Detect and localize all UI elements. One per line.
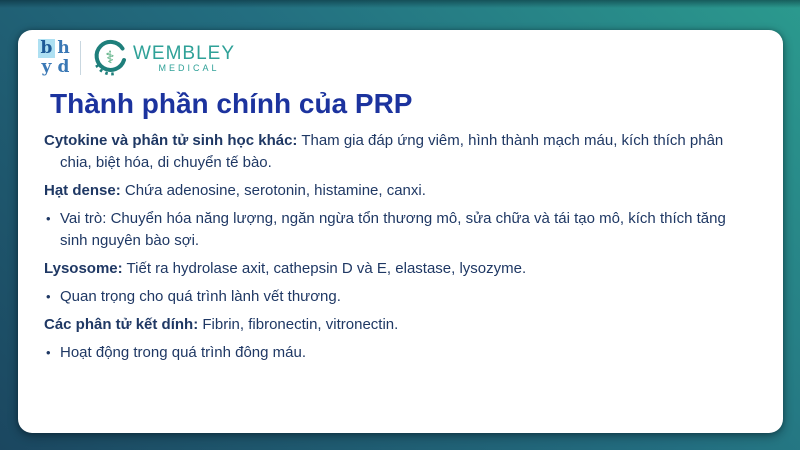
monogram-letter: b	[38, 39, 55, 58]
wembley-medical-logo	[91, 39, 235, 77]
paragraph-text: Quan trọng cho quá trình lành vết thương.	[60, 288, 341, 305]
monogram-letter: h	[57, 38, 70, 58]
paragraph-text: Tham gia đáp ứng viêm, hình thành mạch máu, kích thích phân chia, biệt hóa, di chuyển tế bào.	[60, 132, 724, 171]
caduceus-glyph: ⚕	[105, 48, 115, 67]
paragraph-text: Fibrin, fibronectin, vitronectin.	[198, 316, 399, 333]
wembley-subtitle: MEDICAL	[158, 62, 220, 73]
bullet-marker: •	[46, 289, 51, 304]
paragraph-lead: Lysosome:	[44, 260, 123, 277]
content-paragraph	[44, 180, 757, 202]
monogram-letter: d	[57, 57, 70, 77]
logo-row	[38, 36, 783, 80]
top-edge-shadow	[0, 0, 800, 8]
wembley-logo-text	[133, 44, 235, 73]
bullet-item	[44, 208, 757, 252]
bullet-marker: •	[46, 345, 51, 360]
content-paragraph	[44, 258, 757, 280]
bullet-item	[44, 286, 757, 308]
paragraph-text: Chứa adenosine, serotonin, histamine, canxi.	[120, 182, 426, 199]
bullet-item	[44, 342, 757, 364]
paragraph-lead: Hạt dense:	[44, 182, 121, 199]
gear-caduceus-icon	[91, 39, 129, 77]
hospital-monogram-logo	[38, 39, 72, 77]
paragraph-lead: Các phân tử kết dính:	[44, 316, 199, 333]
bullet-marker: •	[46, 211, 51, 226]
paragraph-lead: Cytokine và phân tử sinh học khác:	[44, 132, 298, 149]
monogram-letter: y	[41, 57, 52, 77]
paragraph-text: Vai trò: Chuyển hóa năng lượng, ngăn ngừa tổn thương mô, sửa chữa và tái tạo mô, kích thích tăng sinh nguyên bào sợi.	[60, 210, 726, 249]
content-paragraph	[44, 130, 757, 174]
wembley-name: WEMBLEY	[133, 42, 236, 64]
content-list	[44, 130, 757, 364]
paragraph-text: Hoạt động trong quá trình đông máu.	[60, 344, 307, 361]
page-title: Thành phần chính của PRP	[50, 88, 413, 119]
paragraph-text: Tiết ra hydrolase axit, cathepsin D và E, elastase, lysozyme.	[122, 260, 527, 277]
logo-divider	[80, 41, 81, 75]
slide-card	[18, 30, 783, 433]
content-paragraph	[44, 314, 757, 336]
